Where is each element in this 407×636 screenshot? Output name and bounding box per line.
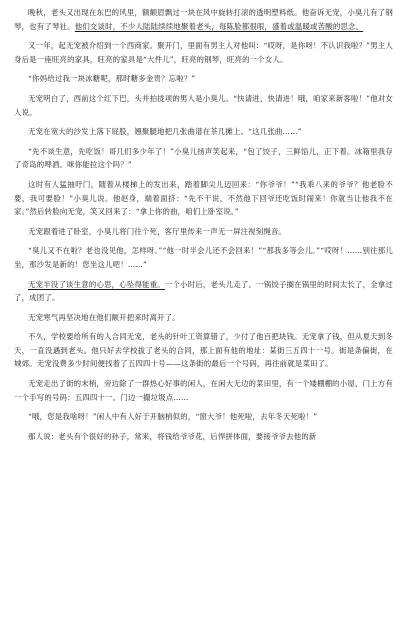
text-run: 那人说：老头有个很好的孙子，常来，将钱给爷爷花，后悍拼体面，要接爷爷去他的新 — [28, 431, 317, 441]
paragraph — [14, 311, 393, 325]
text-run: 晚秋，老头又出现在东巴的风里，额额眉飘过一块在风中旋转打滚的透明塑料纸。他奋诉无宠，小臭儿有了钢琴，也有了琴社。 — [14, 8, 393, 31]
paragraph — [14, 6, 393, 33]
paragraph — [14, 410, 393, 424]
paragraph — [14, 125, 393, 139]
text-run: “你妈给过我一块冰糖呢，那时糖多金贵？忘啦？” — [28, 74, 196, 84]
paragraph — [14, 225, 393, 239]
paragraph — [14, 330, 393, 371]
paragraph — [14, 377, 393, 404]
text-run: “臭儿又不在啦？老也没见他，怎样呀。”“他一时半会儿还不会回来！”“那我多等会儿。”“哎呀！……别往那儿坐，那沙发是新的！您坐这儿吧！……” — [14, 246, 393, 269]
text-run: 又一年，起无宠被介绍到一个西商家。聚开门，里面有男主人对他叫：“哎呀，是你呀！不认识我啦？”男主人身后是一座旺亮的家具，旺亮的家具是“大件儿”，旺亮的钢琴，旺亮的一个女人。 — [14, 41, 393, 64]
paragraph — [14, 278, 393, 305]
text-run: 一个小时后，老头儿走了。一锅饺子搁在锅里的时间太长了，全拿过了，成团了。 — [14, 279, 393, 303]
text-run: “哦，您是我啥呀！”闲人中有人好于开脑梢似的，“窗大爷！他死啦，去年冬天死啦！” — [28, 412, 318, 422]
text-run: 无宠跟着进了卧室，小臭儿将门往个死，客厅里传来一声无一屏注视刻绳音。 — [28, 226, 287, 236]
text-run: 无宠走出了街的末梢，旁边除了一群热心好事的闲人，在闲大无边的菜田里，有一个矮棚棚的小屋，门上方有一个手写的号码：五四四十一。门边一撮垃圾点…… — [14, 379, 393, 402]
text-run: “先不谈生意，先吃饭！哥几们多少年了！”小臭儿扬声笑起来，“包了饺子，三鲜馅儿，正下着。冰箱里我存了奇岛的啤酒。咪你能拉这个吗？” — [14, 146, 393, 170]
paragraph — [14, 430, 393, 444]
text-run: 无宠明白了，西前这个红下巴，头并拍拢项的男人是小臭儿。“快请进，快请进！哦，咱家来新客啦！”他对女人说。 — [14, 93, 393, 117]
paragraph — [14, 39, 393, 66]
text-run: 这时有人猛抽吁门，随着从楼梯上的发出来，踏着脚尖儿迈回来：“你爷爷！”“我乖八来的爷爷？他老脸不要，我可要脸！”小臭儿说。他赵身，端着面挤：“先不干说，不然他下回爷还吃饭时闹来！你就当让他我不在家。”然后转脸向无宠，笑又回来了：“拿上你的曲，咱们上卧室说。” — [14, 179, 393, 217]
text-run: 不久，学校要给所有的人合同无宠，老头的针叶工资算错了，少付了他百把块钱。无宠拿了钱，但从夏天到冬天，一直没遇到老头。他只好去学校拔了老头的合同，那上面有他的地址：某街三五四十一号。街是条偏街，在城郊。无宠没费多少时间便找着了五四四十号——这条街的最后一个号码，再往前就是菜田了。 — [14, 332, 393, 369]
paragraph — [14, 72, 393, 86]
underlined-text-run: 他们交谈时，不少人陆陆续续地聚着老头，每陈脸都很哏，盛着或温暖或苦酸的思念。 — [74, 21, 364, 31]
text-run: 无宠在宽大的沙发上落下屁股，翘聚腿地把几张曲谱在茶几摊上。“这几张曲……” — [28, 127, 302, 137]
text-run: 无宠寒气再坚决地在他们额开把来时离开了。 — [28, 312, 180, 322]
paragraph — [14, 178, 393, 219]
paragraph — [14, 244, 393, 271]
paragraph — [14, 145, 393, 172]
underlined-text-run: 无宠半没了谈生意的心思，心坠得能重。 — [28, 279, 165, 289]
paragraph — [14, 92, 393, 119]
